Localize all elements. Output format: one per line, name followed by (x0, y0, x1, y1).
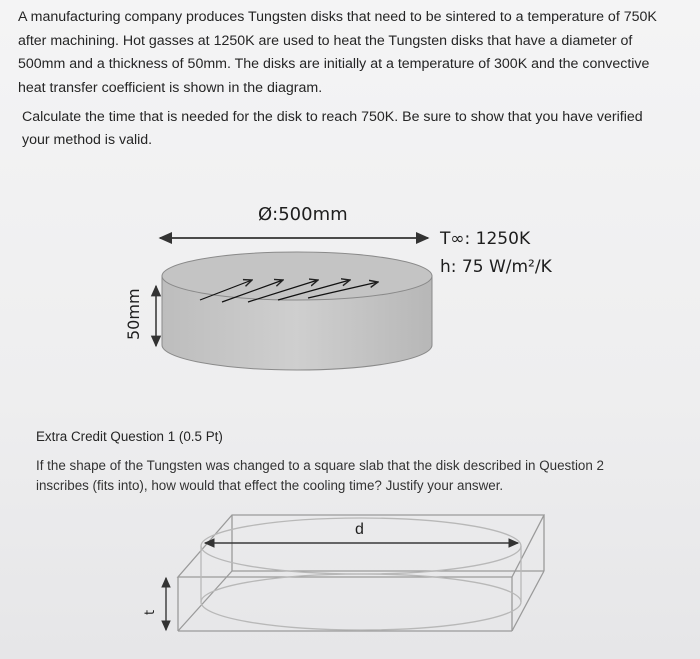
extra-credit-body: If the shape of the Tungsten was changed to a square slab that the disk described in Question 2 inscribes (fits into), how would that effect the cooling time? Justify your answer. (36, 458, 604, 493)
d-label: d (355, 521, 364, 538)
t-label: t (143, 609, 158, 615)
t-infinity-label: T∞: 1250K (440, 229, 531, 249)
question-intro: A manufacturing company produces Tungsten disks that need to be sintered to a temperature of 750K after machining. Hot gasses at 1250K are used to heat the Tungsten disks that have a diameter of 500mm and a thickness of 50mm. The disks are initially at a temperature of 300K and the convective heat transfer coefficient is shown in the diagram. (18, 9, 657, 96)
thickness-label: 50mm (124, 288, 143, 340)
tungsten-disk (162, 252, 432, 370)
h-coefficient-label: h: 75 W/m²/K (440, 257, 552, 277)
diameter-label: Ø:500mm (258, 204, 348, 225)
extra-credit-title: Extra Credit Question 1 (0.5 Pt) (36, 429, 223, 444)
question-task: Calculate the time that is needed for the disk to reach 750K. Be sure to show that you have verified your method is valid. (22, 109, 643, 148)
